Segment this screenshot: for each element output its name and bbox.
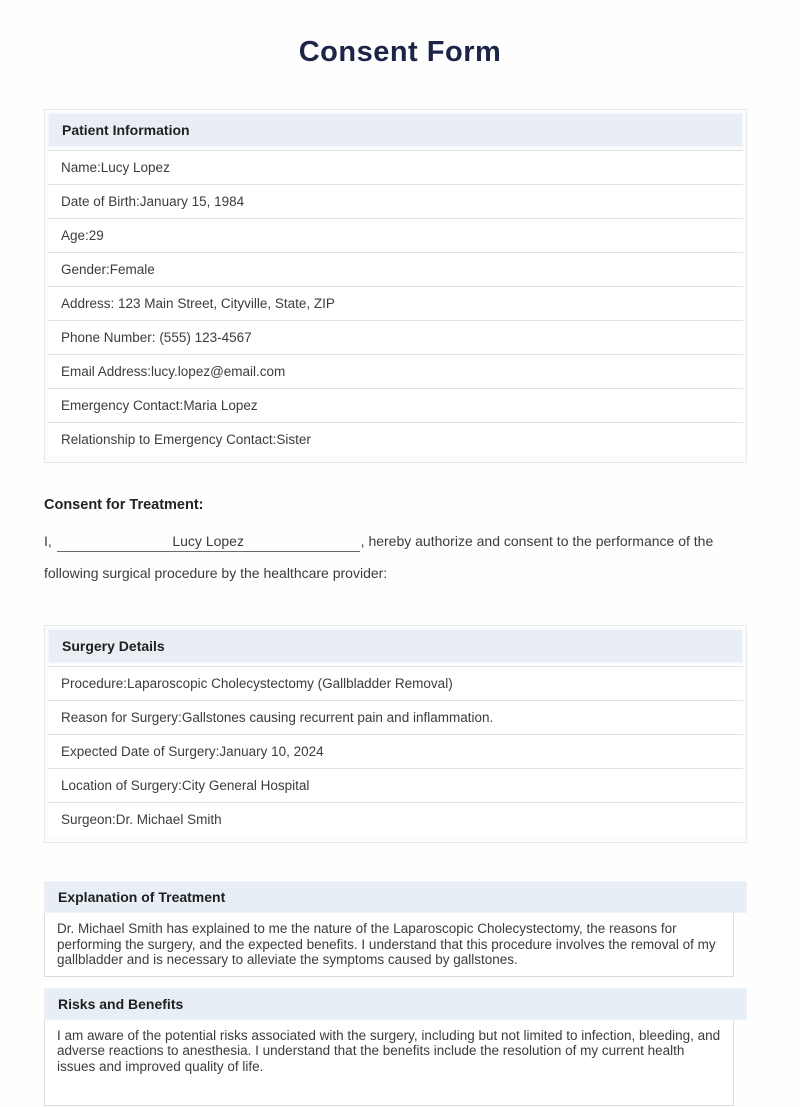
field-value: Gallstones causing recurrent pain and inflammation. [181, 710, 494, 725]
field-label: Gender: [61, 262, 110, 277]
table-row-surgery-location [48, 768, 743, 802]
signature-line: Lucy Lopez [57, 531, 360, 552]
table-row-phone [48, 320, 743, 354]
risks-body: I am aware of the potential risks associated with the surgery, including but not limited to infection, bleeding, and adverse reactions to anesthesia. I understand that the benefits include the resolution of my current health issues and improved quality of life. [44, 1020, 734, 1106]
table-row-dob [48, 184, 743, 218]
surgery-details-table [44, 625, 747, 843]
table-row-gender [48, 252, 743, 286]
table-footer-strip [45, 836, 746, 842]
field-label: Relationship to Emergency Contact: [61, 432, 277, 447]
field-value: Lucy Lopez [100, 160, 170, 175]
explanation-header: Explanation of Treatment [44, 881, 747, 913]
table-row-surgeon [48, 802, 743, 836]
field-value: City General Hospital [181, 778, 310, 793]
consent-suffix: , hereby authorize and consent to the performance of the following surgical procedure by the healthcare provider: [44, 533, 714, 581]
field-value: Female [109, 262, 155, 277]
risks-header: Risks and Benefits [44, 988, 747, 1020]
field-value: 29 [88, 228, 104, 243]
field-label: Age: [61, 228, 89, 243]
field-label: Reason for Surgery: [61, 710, 182, 725]
document-content [44, 109, 747, 1106]
field-value: Maria Lopez [183, 398, 258, 413]
field-label: Date of Birth: [61, 194, 140, 209]
patient-information-table [44, 109, 747, 463]
field-label: Location of Surgery: [61, 778, 182, 793]
surgery-details-header: Surgery Details [48, 629, 743, 663]
consent-section-heading: Consent for Treatment: [44, 497, 204, 513]
field-value: lucy.lopez@email.com [151, 364, 286, 379]
field-label: Surgeon: [61, 812, 116, 827]
field-label: Expected Date of Surgery: [61, 744, 220, 759]
field-value: Laparoscopic Cholecystectomy (Gallbladder Removal) [127, 676, 453, 691]
table-row-email [48, 354, 743, 388]
risks-section [44, 988, 747, 1106]
field-label: Name: [61, 160, 101, 175]
explanation-section [44, 881, 747, 977]
table-row-relationship [48, 422, 743, 456]
patient-information-header: Patient Information [48, 113, 743, 147]
table-row-emergency-contact [48, 388, 743, 422]
field-label: Phone Number: [61, 330, 156, 345]
field-label: Address: [61, 296, 115, 311]
field-value: (555) 123-4567 [155, 330, 252, 345]
consent-prefix: I, [44, 533, 52, 549]
field-label: Email Address: [61, 364, 152, 379]
table-row-address [48, 286, 743, 320]
field-value: 123 Main Street, Cityville, State, ZIP [114, 296, 335, 311]
page-title: Consent Form [298, 36, 502, 68]
field-value: January 15, 1984 [139, 194, 245, 209]
field-label: Procedure: [61, 676, 128, 691]
explanation-body: Dr. Michael Smith has explained to me the nature of the Laparoscopic Cholecystectomy, the reasons for performing the surgery, and the expected benefits. I understand that this procedure involves the removal of my gallbladder and is necessary to alleviate the symptoms caused by gallstones. [44, 913, 734, 977]
field-value: Sister [276, 432, 311, 447]
table-row-reason [48, 700, 743, 734]
table-row-surgery-date [48, 734, 743, 768]
consent-paragraph [44, 525, 759, 589]
table-row-age [48, 218, 743, 252]
table-row-procedure [48, 666, 743, 700]
field-label: Emergency Contact: [61, 398, 184, 413]
table-footer-strip [45, 456, 746, 462]
field-value: January 10, 2024 [219, 744, 324, 759]
table-row-name [48, 150, 743, 184]
field-value: Dr. Michael Smith [115, 812, 222, 827]
